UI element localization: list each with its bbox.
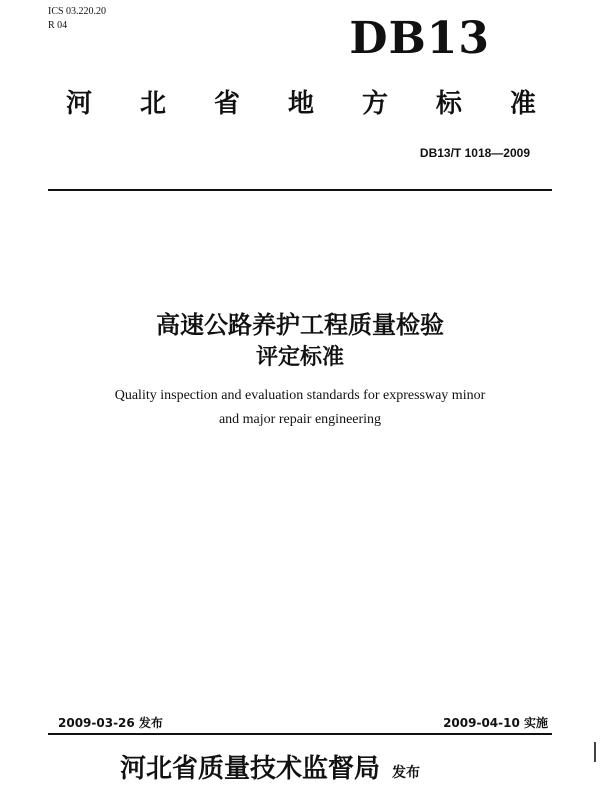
issuer-suffix: 发布 xyxy=(392,765,421,781)
standard-type-char: 方 xyxy=(361,89,388,119)
footer-divider xyxy=(48,733,552,735)
title-english-line2: and major repair engineering xyxy=(218,412,382,427)
standard-number: DB13/T 1018—2009 xyxy=(419,146,530,160)
issue-date: 2009-03-26 发布 xyxy=(58,716,163,730)
title-chinese-line1: 高速公路养护工程质量检验 xyxy=(156,311,444,339)
standard-type-char: 北 xyxy=(139,89,166,119)
standard-type-heading xyxy=(66,86,536,122)
standard-type-char: 省 xyxy=(213,89,240,119)
standard-type-char: 准 xyxy=(509,89,536,119)
issuer-name: 河北省质量技术监督局 xyxy=(120,754,381,784)
title-chinese-line2: 评定标准 xyxy=(255,345,344,370)
standard-type-char: 标 xyxy=(435,89,462,119)
standard-type-char: 河 xyxy=(66,89,93,119)
standard-type-char: 地 xyxy=(287,89,314,119)
scan-edge-mark xyxy=(594,742,596,762)
header-divider xyxy=(48,189,552,191)
title-english-line1: Quality inspection and evaluation standards for expressway minor xyxy=(114,388,486,403)
standard-logo: DB13 xyxy=(349,13,490,64)
issuing-authority xyxy=(120,754,420,788)
ccs-code: R 04 xyxy=(48,20,68,31)
ics-code: ICS 03.220.20 xyxy=(48,6,107,17)
implementation-date: 2009-04-10 实施 xyxy=(443,716,548,730)
